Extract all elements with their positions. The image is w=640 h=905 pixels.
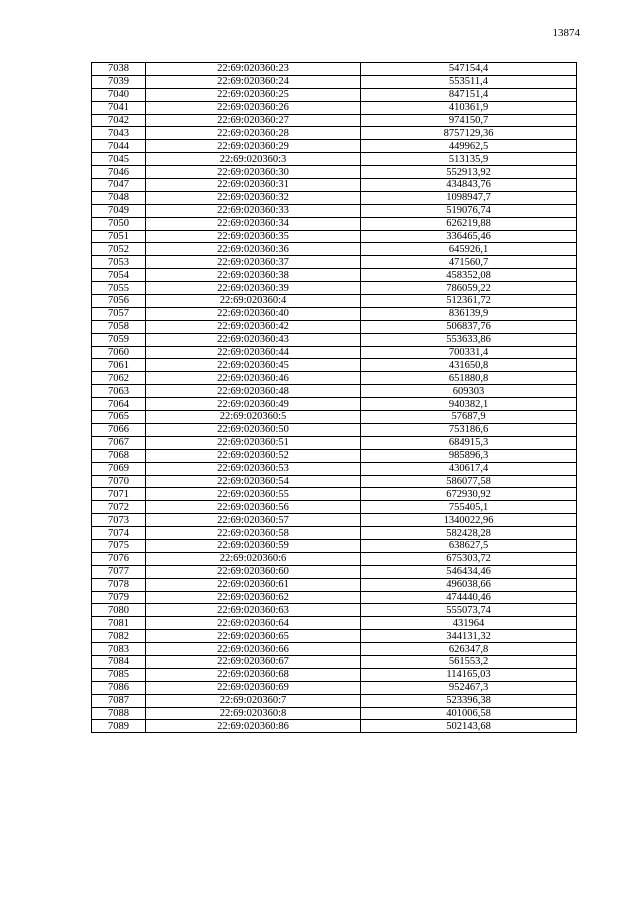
cadastral-number-cell: 22:69:020360:7 <box>146 694 361 707</box>
cadastral-number-cell: 22:69:020360:61 <box>146 578 361 591</box>
table-row <box>92 153 577 166</box>
row-number-cell: 7043 <box>92 127 146 140</box>
cadastral-number-cell: 22:69:020360:34 <box>146 217 361 230</box>
value-cell: 431964 <box>361 617 577 630</box>
data-table <box>91 62 577 733</box>
cadastral-number-cell: 22:69:020360:67 <box>146 655 361 668</box>
row-number-cell: 7074 <box>92 527 146 540</box>
table-row <box>92 591 577 604</box>
row-number-cell: 7070 <box>92 475 146 488</box>
row-number-cell: 7038 <box>92 63 146 76</box>
cadastral-number-cell: 22:69:020360:23 <box>146 63 361 76</box>
table-row <box>92 694 577 707</box>
row-number-cell: 7071 <box>92 488 146 501</box>
value-cell: 1340022,96 <box>361 514 577 527</box>
table-row <box>92 527 577 540</box>
row-number-cell: 7063 <box>92 385 146 398</box>
value-cell: 512361,72 <box>361 295 577 308</box>
row-number-cell: 7079 <box>92 591 146 604</box>
value-cell: 684915,3 <box>361 436 577 449</box>
value-cell: 547154,4 <box>361 63 577 76</box>
cadastral-number-cell: 22:69:020360:44 <box>146 346 361 359</box>
table-row <box>92 179 577 192</box>
row-number-cell: 7042 <box>92 114 146 127</box>
cadastral-number-cell: 22:69:020360:40 <box>146 307 361 320</box>
cadastral-number-cell: 22:69:020360:59 <box>146 539 361 552</box>
page-number: 13874 <box>552 27 580 39</box>
cadastral-number-cell: 22:69:020360:51 <box>146 436 361 449</box>
row-number-cell: 7055 <box>92 282 146 295</box>
table-row <box>92 552 577 565</box>
cadastral-number-cell: 22:69:020360:28 <box>146 127 361 140</box>
value-cell: 755405,1 <box>361 501 577 514</box>
table-row <box>92 436 577 449</box>
row-number-cell: 7069 <box>92 462 146 475</box>
row-number-cell: 7083 <box>92 643 146 656</box>
cadastral-number-cell: 22:69:020360:3 <box>146 153 361 166</box>
row-number-cell: 7085 <box>92 668 146 681</box>
cadastral-number-cell: 22:69:020360:25 <box>146 88 361 101</box>
table-row <box>92 282 577 295</box>
value-cell: 675303,72 <box>361 552 577 565</box>
cadastral-number-cell: 22:69:020360:5 <box>146 411 361 424</box>
cadastral-number-cell: 22:69:020360:6 <box>146 552 361 565</box>
table-row <box>92 423 577 436</box>
table-row <box>92 488 577 501</box>
table-row <box>92 604 577 617</box>
row-number-cell: 7049 <box>92 204 146 217</box>
value-cell: 609303 <box>361 385 577 398</box>
value-cell: 940382,1 <box>361 398 577 411</box>
cadastral-number-cell: 22:69:020360:37 <box>146 256 361 269</box>
table-row <box>92 217 577 230</box>
cadastral-number-cell: 22:69:020360:42 <box>146 320 361 333</box>
row-number-cell: 7084 <box>92 655 146 668</box>
table-row <box>92 643 577 656</box>
table-row <box>92 295 577 308</box>
value-cell: 496038,66 <box>361 578 577 591</box>
row-number-cell: 7078 <box>92 578 146 591</box>
table-row <box>92 578 577 591</box>
row-number-cell: 7051 <box>92 230 146 243</box>
row-number-cell: 7061 <box>92 359 146 372</box>
table-row <box>92 346 577 359</box>
cadastral-number-cell: 22:69:020360:56 <box>146 501 361 514</box>
row-number-cell: 7081 <box>92 617 146 630</box>
value-cell: 586077,58 <box>361 475 577 488</box>
row-number-cell: 7082 <box>92 630 146 643</box>
table-row <box>92 140 577 153</box>
table-row <box>92 75 577 88</box>
value-cell: 471560,7 <box>361 256 577 269</box>
row-number-cell: 7062 <box>92 372 146 385</box>
value-cell: 430617,4 <box>361 462 577 475</box>
row-number-cell: 7053 <box>92 256 146 269</box>
table-row <box>92 114 577 127</box>
cadastral-number-cell: 22:69:020360:64 <box>146 617 361 630</box>
value-cell: 506837,76 <box>361 320 577 333</box>
table-row <box>92 166 577 179</box>
cadastral-number-cell: 22:69:020360:55 <box>146 488 361 501</box>
row-number-cell: 7072 <box>92 501 146 514</box>
value-cell: 336465,46 <box>361 230 577 243</box>
table-row <box>92 88 577 101</box>
value-cell: 434843,76 <box>361 179 577 192</box>
value-cell: 114165,03 <box>361 668 577 681</box>
row-number-cell: 7058 <box>92 320 146 333</box>
row-number-cell: 7046 <box>92 166 146 179</box>
cadastral-number-cell: 22:69:020360:86 <box>146 720 361 733</box>
cadastral-number-cell: 22:69:020360:52 <box>146 449 361 462</box>
cadastral-number-cell: 22:69:020360:29 <box>146 140 361 153</box>
row-number-cell: 7080 <box>92 604 146 617</box>
row-number-cell: 7039 <box>92 75 146 88</box>
cadastral-number-cell: 22:69:020360:24 <box>146 75 361 88</box>
table-row <box>92 63 577 76</box>
table-row <box>92 372 577 385</box>
row-number-cell: 7075 <box>92 539 146 552</box>
row-number-cell: 7050 <box>92 217 146 230</box>
cadastral-number-cell: 22:69:020360:48 <box>146 385 361 398</box>
cadastral-number-cell: 22:69:020360:35 <box>146 230 361 243</box>
cadastral-number-cell: 22:69:020360:58 <box>146 527 361 540</box>
value-cell: 626347,8 <box>361 643 577 656</box>
table-row <box>92 681 577 694</box>
value-cell: 555073,74 <box>361 604 577 617</box>
value-cell: 546434,46 <box>361 565 577 578</box>
value-cell: 401006,58 <box>361 707 577 720</box>
cadastral-number-cell: 22:69:020360:69 <box>146 681 361 694</box>
cadastral-number-cell: 22:69:020360:30 <box>146 166 361 179</box>
row-number-cell: 7065 <box>92 411 146 424</box>
row-number-cell: 7048 <box>92 191 146 204</box>
cadastral-number-cell: 22:69:020360:43 <box>146 333 361 346</box>
cadastral-number-cell: 22:69:020360:54 <box>146 475 361 488</box>
cadastral-number-cell: 22:69:020360:63 <box>146 604 361 617</box>
value-cell: 458352,08 <box>361 269 577 282</box>
value-cell: 344131,32 <box>361 630 577 643</box>
row-number-cell: 7089 <box>92 720 146 733</box>
value-cell: 513135,9 <box>361 153 577 166</box>
cadastral-number-cell: 22:69:020360:36 <box>146 243 361 256</box>
value-cell: 519076,74 <box>361 204 577 217</box>
cadastral-number-cell: 22:69:020360:57 <box>146 514 361 527</box>
value-cell: 553511,4 <box>361 75 577 88</box>
row-number-cell: 7077 <box>92 565 146 578</box>
value-cell: 974150,7 <box>361 114 577 127</box>
cadastral-number-cell: 22:69:020360:60 <box>146 565 361 578</box>
value-cell: 651880,8 <box>361 372 577 385</box>
table-row <box>92 333 577 346</box>
value-cell: 786059,22 <box>361 282 577 295</box>
row-number-cell: 7057 <box>92 307 146 320</box>
cadastral-number-cell: 22:69:020360:26 <box>146 101 361 114</box>
cadastral-number-cell: 22:69:020360:65 <box>146 630 361 643</box>
table-row <box>92 668 577 681</box>
value-cell: 836139,9 <box>361 307 577 320</box>
table-row <box>92 359 577 372</box>
value-cell: 638627,5 <box>361 539 577 552</box>
table-row <box>92 539 577 552</box>
cadastral-number-cell: 22:69:020360:50 <box>146 423 361 436</box>
row-number-cell: 7073 <box>92 514 146 527</box>
cadastral-number-cell: 22:69:020360:46 <box>146 372 361 385</box>
row-number-cell: 7086 <box>92 681 146 694</box>
table-row <box>92 204 577 217</box>
table-row <box>92 411 577 424</box>
table-row <box>92 475 577 488</box>
value-cell: 582428,28 <box>361 527 577 540</box>
table-row <box>92 191 577 204</box>
value-cell: 474440,46 <box>361 591 577 604</box>
row-number-cell: 7052 <box>92 243 146 256</box>
table-row <box>92 243 577 256</box>
value-cell: 523396,38 <box>361 694 577 707</box>
value-cell: 847151,4 <box>361 88 577 101</box>
row-number-cell: 7088 <box>92 707 146 720</box>
cadastral-number-cell: 22:69:020360:4 <box>146 295 361 308</box>
value-cell: 700331,4 <box>361 346 577 359</box>
value-cell: 952467,3 <box>361 681 577 694</box>
table-row <box>92 398 577 411</box>
cadastral-number-cell: 22:69:020360:53 <box>146 462 361 475</box>
value-cell: 626219,88 <box>361 217 577 230</box>
row-number-cell: 7041 <box>92 101 146 114</box>
table-row <box>92 256 577 269</box>
row-number-cell: 7040 <box>92 88 146 101</box>
table-row <box>92 707 577 720</box>
row-number-cell: 7066 <box>92 423 146 436</box>
table-row <box>92 462 577 475</box>
value-cell: 449962,5 <box>361 140 577 153</box>
row-number-cell: 7064 <box>92 398 146 411</box>
cadastral-number-cell: 22:69:020360:31 <box>146 179 361 192</box>
row-number-cell: 7045 <box>92 153 146 166</box>
row-number-cell: 7059 <box>92 333 146 346</box>
value-cell: 57687,9 <box>361 411 577 424</box>
cadastral-number-cell: 22:69:020360:33 <box>146 204 361 217</box>
row-number-cell: 7068 <box>92 449 146 462</box>
table-row <box>92 385 577 398</box>
table-row <box>92 320 577 333</box>
row-number-cell: 7067 <box>92 436 146 449</box>
row-number-cell: 7087 <box>92 694 146 707</box>
value-cell: 672930,92 <box>361 488 577 501</box>
value-cell: 502143,68 <box>361 720 577 733</box>
table-body <box>92 63 577 733</box>
value-cell: 553633,86 <box>361 333 577 346</box>
cadastral-number-cell: 22:69:020360:38 <box>146 269 361 282</box>
value-cell: 410361,9 <box>361 101 577 114</box>
cadastral-number-cell: 22:69:020360:45 <box>146 359 361 372</box>
table-row <box>92 101 577 114</box>
value-cell: 1098947,7 <box>361 191 577 204</box>
cadastral-number-cell: 22:69:020360:39 <box>146 282 361 295</box>
row-number-cell: 7076 <box>92 552 146 565</box>
row-number-cell: 7047 <box>92 179 146 192</box>
table-row <box>92 127 577 140</box>
value-cell: 431650,8 <box>361 359 577 372</box>
value-cell: 8757129,36 <box>361 127 577 140</box>
cadastral-number-cell: 22:69:020360:66 <box>146 643 361 656</box>
cadastral-number-cell: 22:69:020360:27 <box>146 114 361 127</box>
row-number-cell: 7060 <box>92 346 146 359</box>
cadastral-number-cell: 22:69:020360:49 <box>146 398 361 411</box>
cadastral-number-cell: 22:69:020360:8 <box>146 707 361 720</box>
table-row <box>92 514 577 527</box>
value-cell: 645926,1 <box>361 243 577 256</box>
table-row <box>92 617 577 630</box>
cadastral-number-cell: 22:69:020360:62 <box>146 591 361 604</box>
table-row <box>92 630 577 643</box>
table-row <box>92 565 577 578</box>
cadastral-number-cell: 22:69:020360:32 <box>146 191 361 204</box>
value-cell: 552913,92 <box>361 166 577 179</box>
value-cell: 753186,6 <box>361 423 577 436</box>
table-row <box>92 655 577 668</box>
value-cell: 985896,3 <box>361 449 577 462</box>
table-row <box>92 449 577 462</box>
table-row <box>92 501 577 514</box>
cadastral-number-cell: 22:69:020360:68 <box>146 668 361 681</box>
table-row <box>92 307 577 320</box>
value-cell: 561553,2 <box>361 655 577 668</box>
row-number-cell: 7044 <box>92 140 146 153</box>
row-number-cell: 7054 <box>92 269 146 282</box>
table-row <box>92 720 577 733</box>
row-number-cell: 7056 <box>92 295 146 308</box>
table-row <box>92 269 577 282</box>
table-row <box>92 230 577 243</box>
